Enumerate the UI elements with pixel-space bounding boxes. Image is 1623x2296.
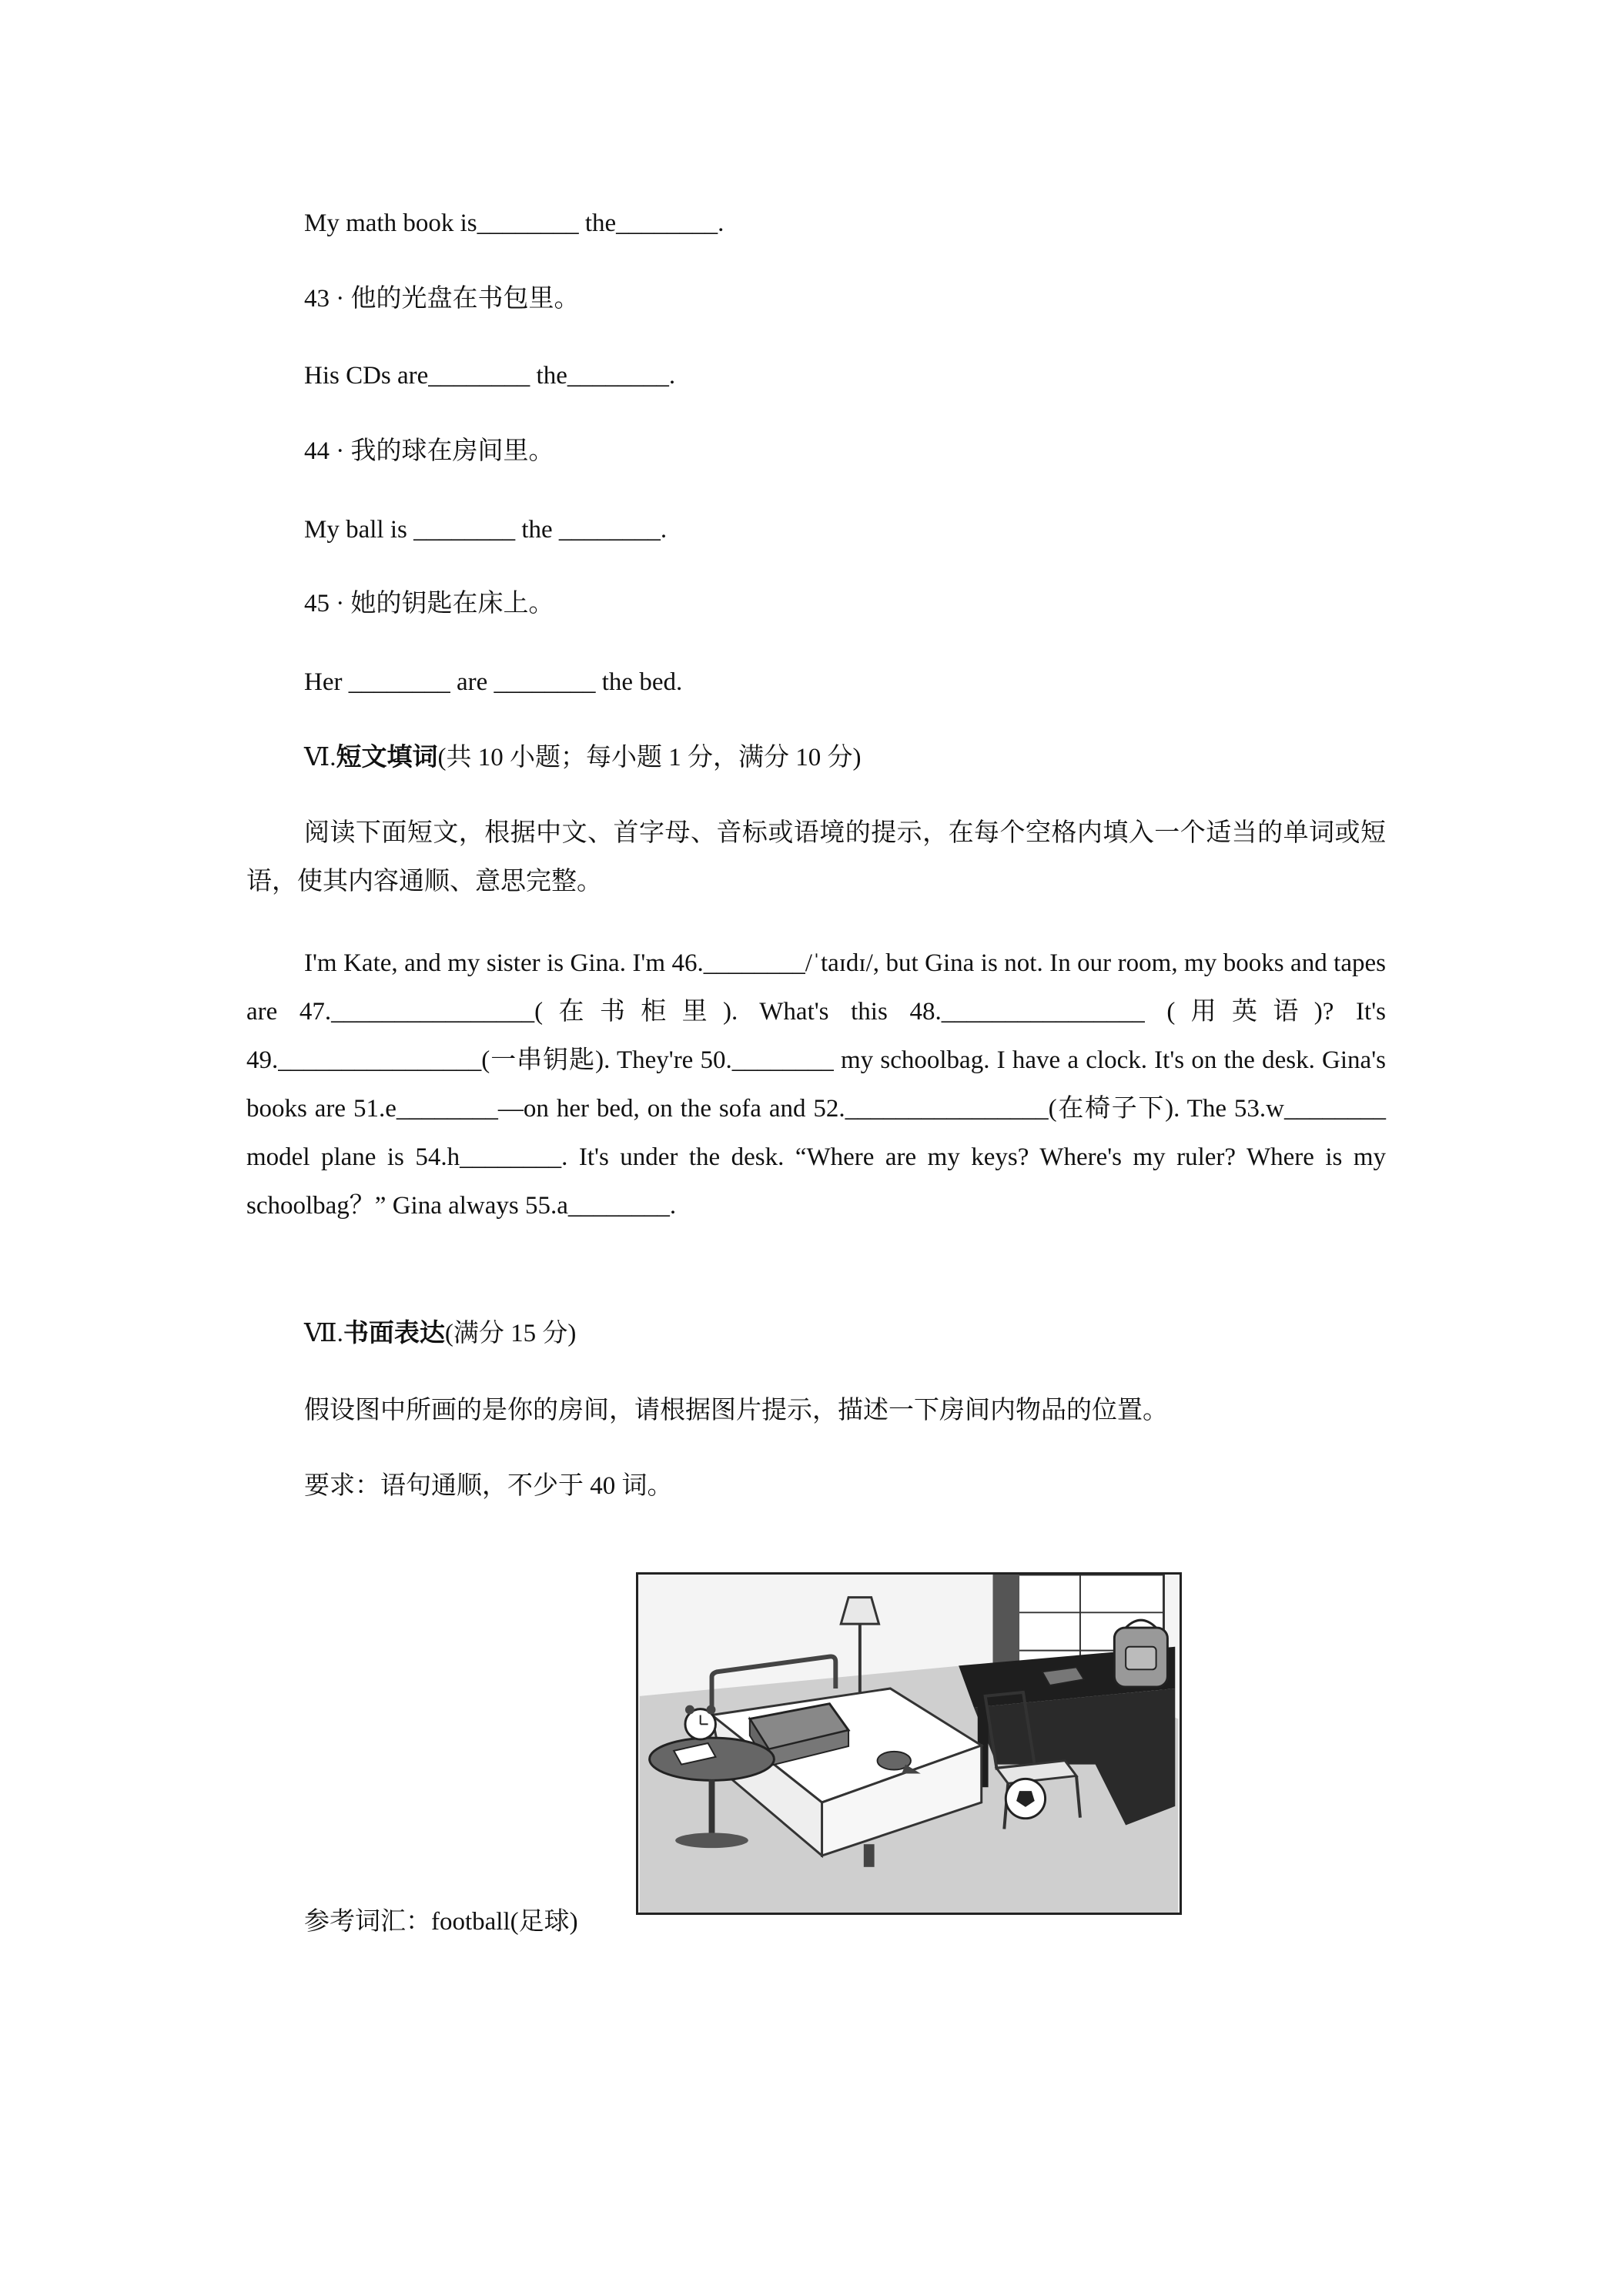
section-7-prompt: 假设图中所画的是你的房间，请根据图片提示，描述一下房间内物品的位置。 <box>304 1397 1168 1424</box>
section-6-passage: I'm Kate, and my sister is Gina. I'm 46.________/ˈtaɪdɪ/, but Gina is not. In our room, my books and tapes are 47.________________(在书柜里). What's this 48.________________ (用英语)? It's 49.________________(一串钥匙). They're 50.________ my schoolbag. I have a clock. It's on the desk. Gina's books are 51.e________—on her bed, on the sofa and 52.________________(在椅子下). The 53.w________ model plane is 54.h________. It's under the desk. “Where are my keys? Where's my ruler? Where is my schoolbag？” Gina always 55.a________. <box>246 949 1386 1220</box>
section-7-heading <box>304 1317 576 1350</box>
room-illustration <box>636 1572 1182 1915</box>
section-7-vocab: 参考词汇：football(足球) <box>304 1908 578 1936</box>
schoolbag <box>1114 1620 1167 1687</box>
section-7-note: (满分 15 分) <box>444 1320 577 1347</box>
question-43-prompt: 43 · 他的光盘在书包里。 <box>304 285 580 313</box>
question-45-sentence: Her ________ are ________ the bed. <box>304 668 683 696</box>
question-44-prompt: 44 · 我的球在房间里。 <box>304 437 554 465</box>
section-6-heading <box>304 741 861 775</box>
room-drawing <box>638 1575 1180 1913</box>
section-6-note: (共 10 小题；每小题 1 分，满分 10 分) <box>437 744 862 771</box>
section-6-title: 短文填词 <box>336 744 438 771</box>
question-45-prompt: 45 · 她的钥匙在床上。 <box>304 590 554 618</box>
question-44-sentence: My ball is ________ the ________. <box>304 516 668 544</box>
clock <box>685 1705 715 1739</box>
section-7-number: Ⅶ. <box>304 1320 343 1347</box>
question-43-sentence: His CDs are________ the________. <box>304 362 676 390</box>
section-7-requirement: 要求：语句通顺，不少于 40 词。 <box>304 1472 673 1500</box>
question-42-sentence: My math book is________ the________. <box>304 209 724 237</box>
section-6-number: Ⅵ. <box>304 744 336 771</box>
football <box>1006 1779 1045 1818</box>
section-7-title: 书面表达 <box>343 1320 445 1347</box>
section-6-instructions: 阅读下面短文，根据中文、首字母、音标或语境的提示，在每个空格内填入一个适当的单词或短语，使其内容通顺、意思完整。 <box>246 819 1386 895</box>
